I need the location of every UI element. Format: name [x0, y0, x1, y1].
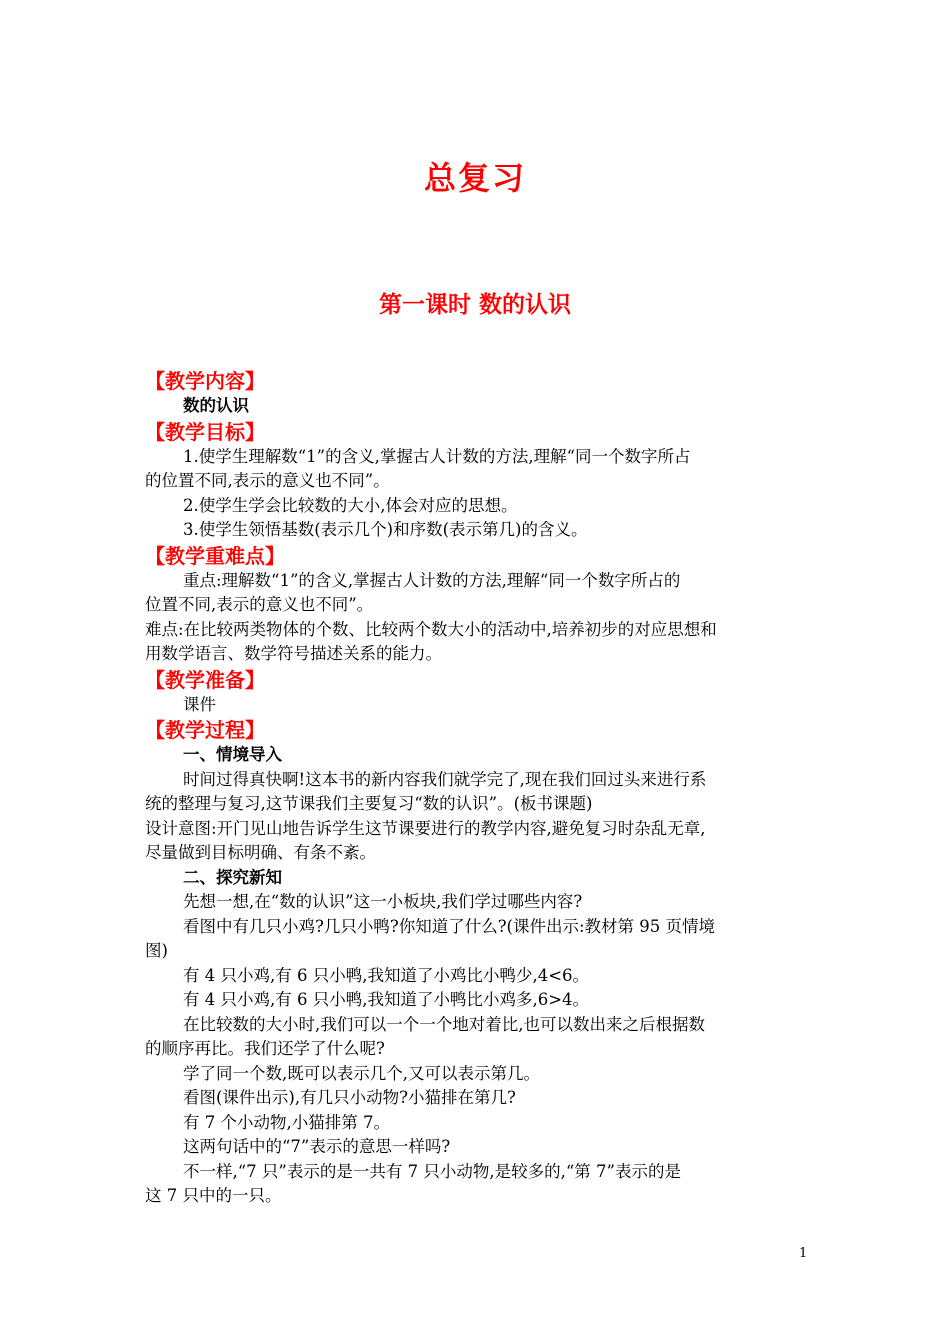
content-text: 数的认识: [183, 396, 249, 415]
paragraph-5: 有 4 只小鸡,有 6 只小鸭,我知道了小鸡比小鸭少,4<6。: [183, 965, 590, 985]
design-intent-line-1: 设计意图:开门见山地告诉学生这节课要进行的教学内容,避免复习时杂乱无章,: [145, 818, 706, 838]
paragraph-4-line-2: 图): [145, 941, 168, 960]
goal-3: 3.使学生领悟基数(表示几个)和序数(表示第几)的含义。: [183, 520, 588, 539]
document-body: [145, 368, 810, 1209]
document-title: 总复习: [423, 159, 526, 197]
paragraph-9: 看图(课件出示),有几只小动物?小猫排在第几?: [183, 1088, 516, 1107]
paragraph-8: 学了同一个数,既可以表示几个,又可以表示第几。: [183, 1063, 540, 1083]
paragraph-1-line-2: 统的整理与复习,这节课我们主要复习“数的认识”。(板书课题): [145, 794, 593, 813]
design-intent-line-2: 尽量做到目标明确、有条不紊。: [145, 843, 376, 862]
section-heading-key-points: 【教学重难点】: [145, 543, 285, 568]
paragraph-11: 这两句话中的“7”表示的意思一样吗?: [183, 1137, 451, 1156]
preparation-text: 课件: [183, 694, 216, 714]
paragraph-7-line-1: 在比较数的大小时,我们可以一个一个地对着比,也可以数出来之后根据数: [183, 1014, 705, 1034]
key-point-line-1: 重点:理解数“1”的含义,掌握古人计数的方法,理解“同一个数字所占的: [183, 570, 681, 590]
difficulty-line-2: 用数学语言、数学符号描述关系的能力。: [145, 644, 442, 663]
section-heading-process: 【教学过程】: [145, 718, 265, 742]
goal-2: 2.使学生学会比较数的大小,体会对应的思想。: [183, 495, 518, 515]
goal-1-line-2: 的位置不同,表示的意义也不同”。: [145, 471, 390, 490]
difficulty-line-1: 难点:在比较两类物体的个数、比较两个数大小的活动中,培养初步的对应思想和: [145, 619, 717, 639]
part-2-title: 二、探究新知: [183, 867, 282, 887]
paragraph-4-line-1: 看图中有几只小鸡?几只小鸭?你知道了什么?(课件出示:教材第 95 页情境: [183, 916, 716, 936]
paragraph-6: 有 4 只小鸡,有 6 只小鸭,我知道了小鸭比小鸡多,6>4。: [183, 990, 590, 1009]
paragraph-10: 有 7 个小动物,小猫排第 7。: [183, 1112, 390, 1132]
goal-1-line-1: 1.使学生理解数“1”的含义,掌握古人计数的方法,理解“同一个数字所占: [183, 446, 691, 466]
paragraph-3: 先想一想,在“数的认识”这一小板块,我们学过哪些内容?: [183, 892, 583, 911]
paragraph-12-line-2: 这 7 只中的一只。: [145, 1186, 282, 1205]
section-heading-goals: 【教学目标】: [145, 419, 265, 444]
page-number: 1: [799, 1246, 808, 1261]
section-heading-content: 【教学内容】: [145, 369, 265, 393]
paragraph-1-line-1: 时间过得真快啊!这本书的新内容我们就学完了,现在我们回过头来进行系: [183, 769, 707, 789]
lesson-subtitle: 第一课时 数的认识: [378, 292, 571, 318]
key-point-line-2: 位置不同,表示的意义也不同”。: [145, 595, 374, 614]
paragraph-7-line-2: 的顺序再比。我们还学了什么呢?: [145, 1039, 385, 1058]
part-1-title: 一、情境导入: [183, 745, 282, 764]
paragraph-12-line-1: 不一样,“7 只”表示的是一共有 7 只小动物,是较多的,“第 7”表示的是: [183, 1161, 681, 1181]
section-heading-preparation: 【教学准备】: [145, 667, 265, 692]
